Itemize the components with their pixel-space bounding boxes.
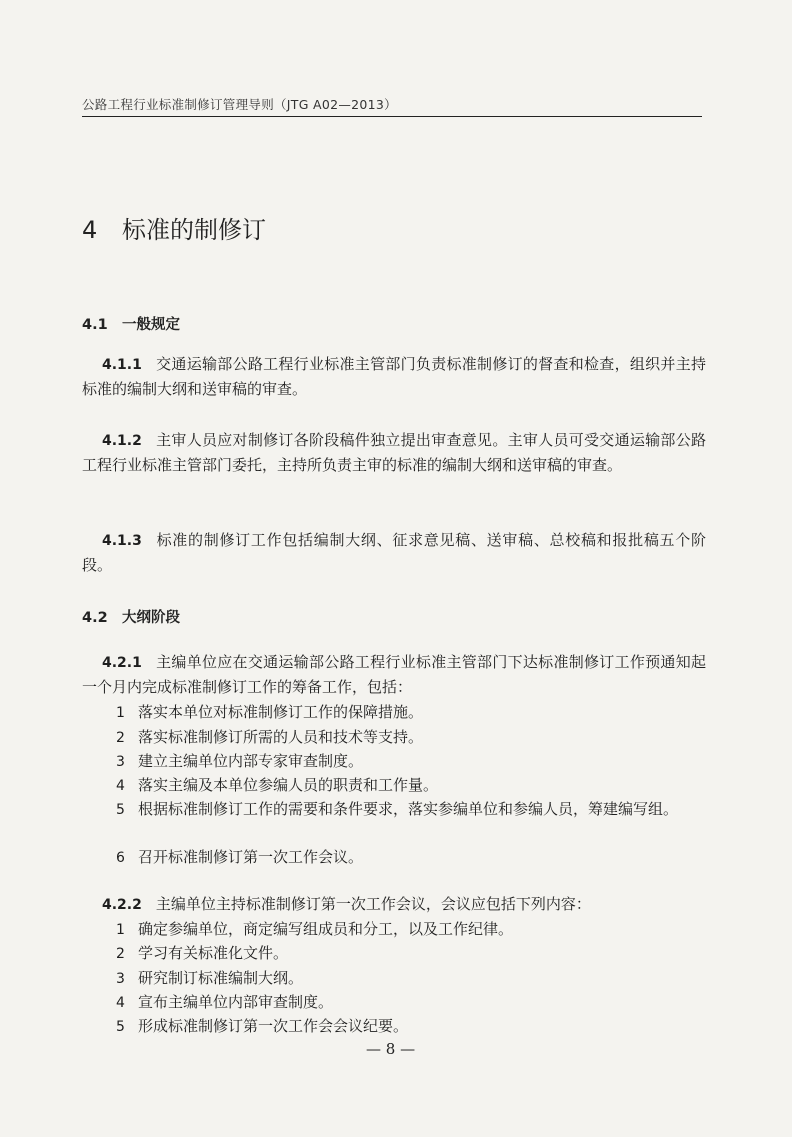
item-number: 3 xyxy=(116,754,125,770)
item-text: 召开标准制修订第一次工作会议。 xyxy=(138,848,364,866)
clause-4-1-2 xyxy=(82,428,706,477)
item-number: 1 xyxy=(116,705,125,721)
page-number: — 8 — xyxy=(366,1040,416,1058)
item-text: 落实主编及本单位参编人员的职责和工作量。 xyxy=(138,776,439,794)
item-text: 研究制订标准编制大纲。 xyxy=(138,969,304,987)
clause-text: 主编单位应在交通运输部公路工程行业标准主管部门下达标准制修订工作预通知起一个月内完成标准制修订工作的筹备工作，包括： xyxy=(82,653,706,696)
item-number: 5 xyxy=(116,802,125,818)
list-item xyxy=(82,990,706,1015)
clause-4-1-3 xyxy=(82,528,706,577)
item-text: 落实标准制修订所需的人员和技术等支持。 xyxy=(138,728,424,746)
item-number: 2 xyxy=(116,730,125,746)
clause-text: 主编单位主持标准制修订第一次工作会议，会议应包括下列内容： xyxy=(155,895,591,913)
clause-text: 主审人员应对制修订各阶段稿件独立提出审查意见。主审人员可受交通运输部公路工程行业标准主管部门委托，主持所负责主审的标准的编制大纲和送审稿的审查。 xyxy=(82,431,706,474)
clause-number: 4.1.2 xyxy=(102,433,142,449)
header-rule xyxy=(82,116,702,117)
section-title: 大纲阶段 xyxy=(122,610,180,626)
clause-number: 4.1.3 xyxy=(102,533,142,549)
section-number: 4.2 xyxy=(82,610,108,626)
section-heading-4-1 xyxy=(82,313,180,334)
clause-4-1-1 xyxy=(82,352,706,401)
item-text: 宣布主编单位内部审查制度。 xyxy=(138,993,334,1011)
item-text: 建立主编单位内部专家审查制度。 xyxy=(138,752,364,770)
section-heading-4-2 xyxy=(82,606,180,627)
section-number: 4.1 xyxy=(82,317,108,333)
list-item xyxy=(82,845,706,870)
item-number: 5 xyxy=(116,1019,125,1035)
list-item xyxy=(82,797,706,822)
item-text: 学习有关标准化文件。 xyxy=(138,944,289,962)
clause-number: 4.2.1 xyxy=(102,655,142,671)
item-number: 6 xyxy=(116,850,125,866)
clause-4-2-2 xyxy=(82,892,706,917)
list-item xyxy=(82,917,706,942)
list-item xyxy=(82,773,706,798)
item-number: 2 xyxy=(116,946,125,962)
clause-number: 4.1.1 xyxy=(102,357,142,373)
clause-4-2-1 xyxy=(82,650,706,699)
chapter-number: 4 xyxy=(82,216,98,244)
clause-number: 4.2.2 xyxy=(102,897,142,913)
section-title: 一般规定 xyxy=(122,317,180,333)
chapter-title xyxy=(82,210,266,245)
item-text: 落实本单位对标准制修订工作的保障措施。 xyxy=(138,703,424,721)
item-text: 确定参编单位，商定编写组成员和分工，以及工作纪律。 xyxy=(138,920,514,938)
list-item xyxy=(82,966,706,991)
item-number: 3 xyxy=(116,971,125,987)
clause-text: 标准的制修订工作包括编制大纲、征求意见稿、送审稿、总校稿和报批稿五个阶段。 xyxy=(82,531,706,574)
list-item xyxy=(82,1014,706,1039)
item-number: 4 xyxy=(116,778,125,794)
list-item xyxy=(82,749,706,774)
list-item xyxy=(82,700,706,725)
running-header: 公路工程行业标准制修订管理导则（JTG A02—2013） xyxy=(82,97,397,112)
clause-text: 交通运输部公路工程行业标准主管部门负责标准制修订的督查和检查，组织并主持标准的编制大纲和送审稿的审查。 xyxy=(82,355,706,398)
item-text: 形成标准制修订第一次工作会会议纪要。 xyxy=(138,1017,409,1035)
list-item xyxy=(82,725,706,750)
item-text: 根据标准制修订工作的需要和条件要求，落实参编单位和参编人员，筹建编写组。 xyxy=(138,800,679,818)
item-number: 1 xyxy=(116,922,125,938)
chapter-title-text: 标准的制修订 xyxy=(122,216,266,244)
item-number: 4 xyxy=(116,995,125,1011)
list-item xyxy=(82,941,706,966)
